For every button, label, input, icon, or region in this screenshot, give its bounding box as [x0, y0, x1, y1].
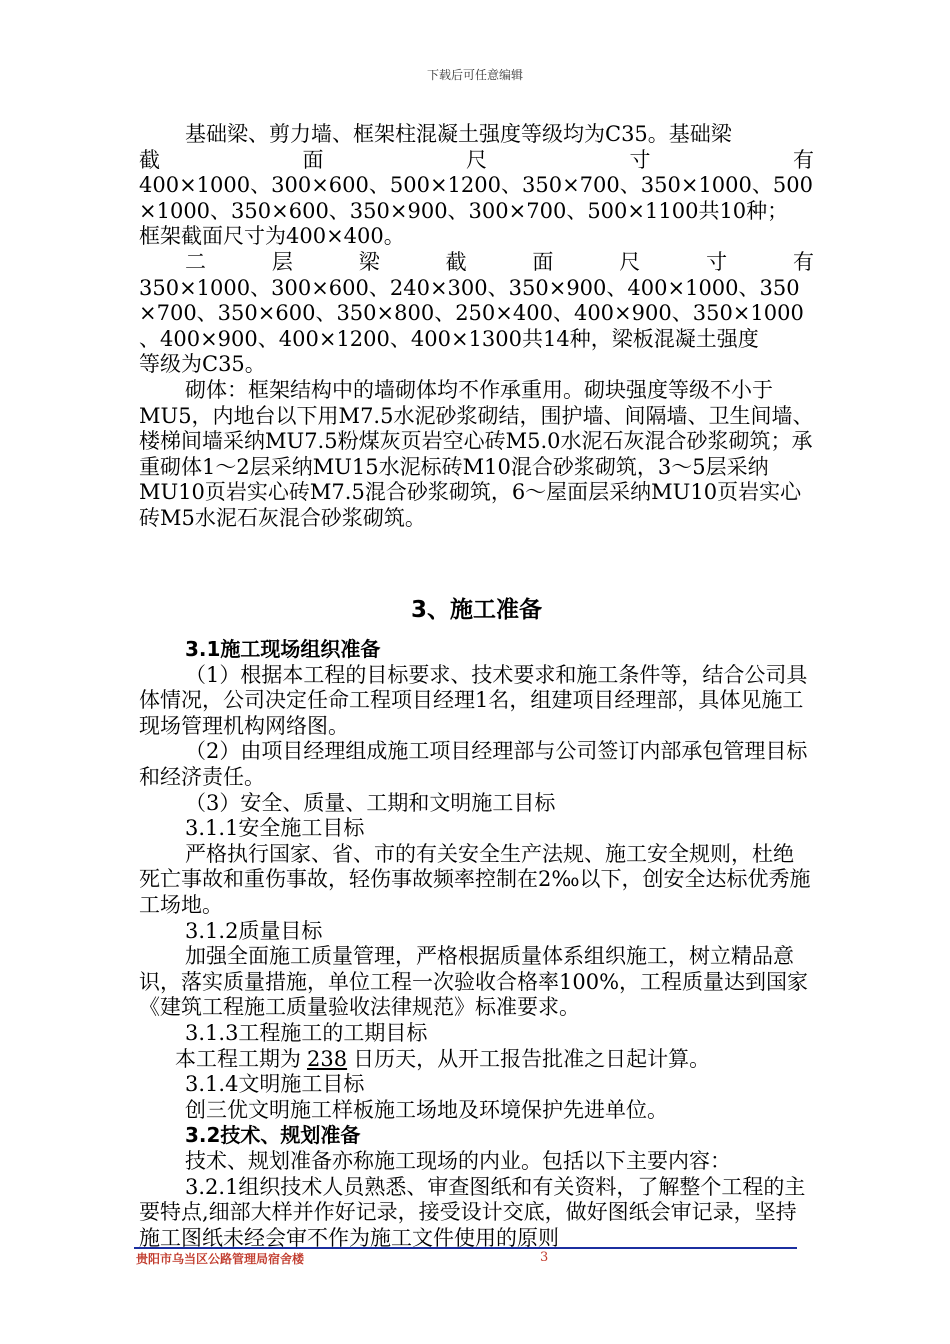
paragraph: ×700、350×600、350×800、250×400、400×900、350×1000	[139, 301, 804, 326]
paragraph: 3.2.1组织技术人员熟悉、审查图纸和有关资料，了解整个工程的主要特点,细部大样并作好记录，接受设计交底，做好图纸会审记录，坚持施工图纸未经会审不作为施工文件使用的原则	[139, 1174, 806, 1250]
paragraph: 350×1000、300×600、240×300、350×900、400×1000、350	[139, 275, 800, 300]
paragraph: 、400×900、400×1200、400×1300共14种，梁板混凝土强度	[139, 326, 759, 351]
subsection-heading: 3.1.4文明施工目标	[185, 1072, 365, 1097]
paragraph: 框架截面尺寸为400×400。	[139, 224, 405, 249]
footer-project-name: 贵阳市乌当区公路管理局宿舍楼	[136, 1252, 305, 1266]
subsection-heading: 3.1.3工程施工的工期目标	[185, 1021, 428, 1045]
paragraph: 砌体：框架结构中的墙砌体均不作承重用。砌块强度等级不小于MU5，内地台以下用M7.5水泥砂浆砌结，围护墙、间隔墙、卫生间墙、楼梯间墙采纳MU7.5粉煤灰页岩空心砖M5.0水泥石灰混合砂浆砌筑；承重砌体1～2层采纳MU15水泥标砖M10混合砂浆砌筑，3～5层采纳MU10页岩实心砖M7.5混合砂浆砌筑，6～屋面层采纳MU10页岩实心砖M5水泥石灰混合砂浆砌筑。	[139, 377, 814, 530]
section-title: 3、施工准备	[410, 596, 542, 623]
paragraph: 严格执行国家、省、市的有关安全生产法规、施工安全规则，杜绝死亡事故和重伤事故，轻伤事故频率控制在2‰以下，创安全达标优秀施工场地。	[139, 841, 811, 918]
paragraph: 二 层 梁 截 面 尺 寸 有	[185, 249, 814, 274]
page-header: 下载后可任意编辑	[426, 68, 523, 82]
paragraph: 400×1000、300×600、500×1200、350×700、350×1000、500	[139, 173, 813, 198]
paragraph: 技术、规划准备亦称施工现场的内业。包括以下主要内容：	[185, 1148, 731, 1173]
paragraph: ×1000、350×600、350×900、300×700、500×1100共10种；	[139, 198, 789, 223]
paragraph: 创三优文明施工样板施工场地及环境保护先进单位。	[185, 1097, 668, 1122]
paragraph: 加强全面施工质量管理，严格根据质量体系组织施工，树立精品意识，落实质量措施，单位工程一次验收合格率100%，工程质量达到国家《建筑工程施工质量验收法律规范》标准要求。	[139, 944, 809, 1020]
paragraph-text: 本工程工期为	[175, 1046, 301, 1071]
paragraph: 截 面 尺 寸 有	[139, 147, 814, 172]
subsection-heading: 3.1.1安全施工目标	[185, 816, 365, 841]
document-body	[139, 122, 814, 1251]
subsection-heading: 3.1施工现场组织准备	[185, 637, 381, 662]
paragraph: 等级为C35。	[139, 352, 266, 377]
paragraph: 基础梁、剪力墙、框架柱混凝土强度等级均为C35。基础梁	[185, 122, 732, 146]
page-number: 3	[540, 1250, 549, 1265]
paragraph-text: 日历天，从开工报告批准之日起计算。	[353, 1046, 711, 1071]
subsection-heading: 3.1.2质量目标	[185, 918, 323, 943]
subsection-heading: 3.2技术、规划准备	[185, 1123, 361, 1148]
paragraph: （1）根据本工程的目标要求、技术要求和施工条件等，结合公司具体情况，公司决定任命工程项目经理1名，组建项目经理部，具体见施工现场管理机构网络图。	[139, 662, 808, 738]
footer-divider	[134, 1247, 797, 1249]
paragraph: （3）安全、质量、工期和文明施工目标	[185, 790, 556, 815]
paragraph	[139, 1047, 814, 1073]
paragraph: （2）由项目经理组成施工项目经理部与公司签订内部承包管理目标和经济责任。	[139, 739, 808, 790]
duration-value: 238	[307, 1046, 348, 1071]
